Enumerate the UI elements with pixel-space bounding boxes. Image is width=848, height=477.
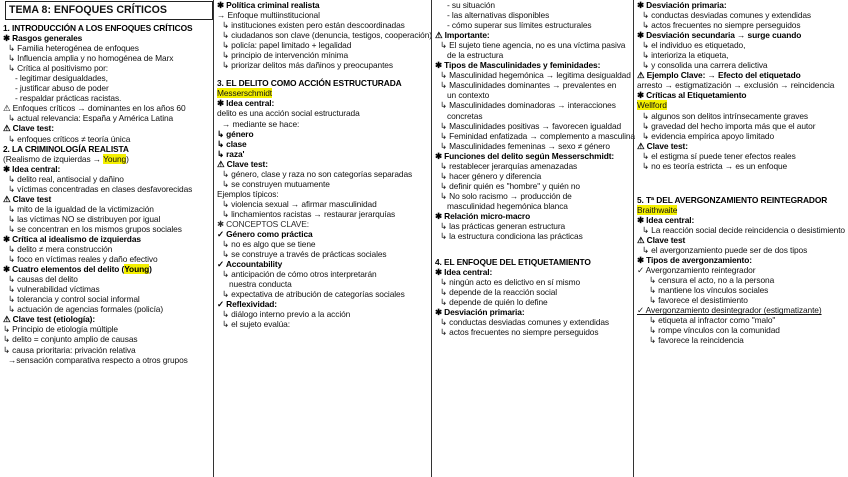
note-text: ↳ restablecer jerarquías amenazadas	[440, 160, 578, 171]
note-line	[435, 20, 636, 30]
note-text: ⚠ Clave test:	[637, 140, 688, 151]
note-line	[435, 0, 636, 10]
note-text: masculinidad hegemónica blanca	[447, 200, 568, 211]
note-line	[435, 221, 636, 231]
note-text: - justificar abuso de poder	[15, 83, 109, 94]
note-text: ↳ se construye a través de prácticas sociales	[222, 249, 387, 260]
note-line	[637, 90, 848, 100]
note-text: ✱ Rasgos generales	[3, 33, 83, 44]
note-line	[3, 83, 215, 93]
note-text: ↳ Crítica al positivismo por:	[8, 63, 108, 74]
note-line	[3, 334, 215, 344]
note-text: ↳ algunos son delitos intrínsecamente graves	[642, 110, 809, 121]
note-line	[637, 335, 848, 345]
note-line	[217, 209, 434, 219]
note-line	[3, 194, 215, 204]
note-text: ✓ Género como práctica	[217, 229, 313, 240]
note-line	[637, 0, 848, 10]
note-text-after: )	[149, 264, 152, 275]
note-line	[637, 305, 848, 315]
note-text: ↳ actos frecuentes no siempre perseguidos	[642, 20, 801, 31]
note-line	[435, 100, 636, 110]
note-line	[217, 189, 434, 199]
column-3-lines	[435, 0, 636, 338]
note-line	[3, 73, 215, 83]
note-line	[435, 171, 636, 181]
note-line	[637, 187, 848, 195]
note-text: (Realismo de izquierdas →	[3, 153, 104, 164]
note-line	[3, 134, 215, 144]
note-line	[217, 0, 434, 10]
note-line	[217, 60, 434, 70]
note-line	[217, 179, 434, 189]
note-text: ✱ Relación micro-macro	[435, 210, 531, 221]
note-line	[3, 93, 215, 103]
note-text: ↳ Familia heterogénea de enfoques	[8, 43, 139, 54]
note-text: ↳ interioriza la etiqueta,	[642, 50, 729, 61]
note-text: ↳ No solo racismo → producción de	[440, 190, 572, 201]
note-text: ↳ hacer género y diferencia	[440, 170, 542, 181]
note-line	[217, 169, 434, 179]
note-line	[637, 30, 848, 40]
note-line	[3, 345, 215, 355]
note-line	[435, 80, 636, 90]
note-line	[637, 60, 848, 70]
note-text: ✱ Funciones del delito según Messerschmidt:	[435, 150, 615, 161]
note-text: ↳ favorece el desistimiento	[649, 295, 748, 306]
note-line	[435, 257, 636, 267]
note-text: ⚠ Clave test (etiología):	[3, 314, 96, 325]
note-text: ↳ Feminidad enfatizada → complemento a masculina	[440, 130, 635, 141]
note-line	[637, 151, 848, 161]
note-line	[217, 20, 434, 30]
note-text: ✱ Tipos de avergonzamiento:	[637, 255, 752, 266]
note-line	[3, 324, 215, 334]
note-line	[637, 325, 848, 335]
note-line	[637, 161, 848, 171]
note-line	[435, 287, 636, 297]
note-line	[3, 154, 215, 164]
column-2-lines	[217, 0, 434, 330]
note-line	[3, 214, 215, 224]
column-4	[633, 0, 848, 477]
note-text: ↳ las víctimas NO se distribuyen por igual	[8, 213, 161, 224]
note-line	[435, 191, 636, 201]
note-line	[3, 355, 215, 365]
note-text: ✱ Idea central:	[3, 163, 61, 174]
note-line	[217, 319, 434, 329]
note-text: ✱ Tipos de Masculinidades y feminidades:	[435, 60, 601, 71]
note-line	[217, 129, 434, 139]
note-line	[3, 123, 215, 133]
note-text: ✱ Idea central:	[435, 267, 493, 278]
note-text: ↳ género, clase y raza no son categorías separadas	[222, 168, 413, 179]
note-text: delito es una acción social estructurada	[217, 108, 360, 119]
note-line	[217, 119, 434, 129]
note-text: ⚠ Enfoques críticos → dominantes en los años 60	[3, 103, 186, 114]
note-text: ↳ rompe vínculos con la comunidad	[649, 325, 780, 336]
note-line	[637, 285, 848, 295]
note-text: ↳ evidencia empírica apoyo limitado	[642, 130, 775, 141]
note-line	[435, 111, 636, 121]
note-line	[637, 80, 848, 90]
note-line	[637, 131, 848, 141]
note-line	[435, 201, 636, 211]
column-1-lines	[3, 23, 215, 365]
note-text: ↳ delito = conjunto amplio de causas	[3, 334, 138, 345]
note-line	[637, 255, 848, 265]
note-line	[435, 50, 636, 60]
note-text: ↳ actuación de agencias formales (policía)	[8, 304, 164, 315]
note-text: ↳ Masculinidades dominantes → prevalentes en	[440, 80, 617, 91]
note-line	[435, 249, 636, 257]
note-line	[3, 113, 215, 123]
note-line	[435, 161, 636, 171]
note-line	[217, 139, 434, 149]
note-text: ↳ se construyen mutuamente	[222, 178, 330, 189]
note-line	[637, 295, 848, 305]
note-text: ⚠ Clave test:	[217, 158, 268, 169]
note-text: ↳ Influencia amplia y no homogénea de Marx	[8, 53, 174, 64]
note-line	[217, 259, 434, 269]
note-text: → Enfoque multiinstitucional	[217, 10, 320, 21]
note-line	[217, 78, 434, 88]
column-2	[213, 0, 434, 477]
note-line	[637, 245, 848, 255]
note-line	[637, 315, 848, 325]
note-line	[435, 121, 636, 131]
note-line	[435, 141, 636, 151]
note-text: ✱ Idea central:	[217, 98, 275, 109]
note-line	[217, 159, 434, 169]
note-text: ✱ Críticas al Etiquetamiento	[637, 90, 747, 101]
highlighted-author: Wellford	[637, 100, 667, 111]
note-line	[3, 33, 215, 43]
note-text: arresto → estigmatización → exclusión → reincidencia	[637, 80, 835, 91]
note-text: ↳ Masculinidad hegemónica → legitima desigualdad	[440, 70, 631, 81]
note-text: ↳ víctimas concentradas en clases desfavorecidas	[8, 183, 193, 194]
note-text: ↳ raza'	[217, 148, 245, 159]
note-text: ↳ ningún acto es delictivo en sí mismo	[440, 277, 581, 288]
note-text: ↳ Masculinidades positivas → favorecen igualdad	[440, 120, 622, 131]
note-text: ✱ CONCEPTOS CLAVE:	[217, 218, 309, 229]
note-text: ⚠ Clave test	[637, 234, 686, 245]
note-line	[217, 70, 434, 78]
note-text: ↳ linchamientos racistas → restaurar jerarquías	[222, 208, 396, 219]
note-line	[3, 274, 215, 284]
column-4-lines	[637, 0, 848, 346]
note-text: ↳ el avergonzamiento puede ser de dos tipos	[642, 245, 808, 256]
note-text: ↳ gravedad del hecho importa más que el autor	[642, 120, 816, 131]
note-text: - su situación	[447, 0, 495, 10]
note-text: ↳ causas del delito	[8, 274, 78, 285]
note-text: concretas	[447, 110, 483, 121]
note-line	[217, 30, 434, 40]
note-text: ↳ vulnerabilidad víctimas	[8, 284, 100, 295]
note-line	[217, 10, 434, 20]
note-text: ↳ no es teoría estricta → es un enfoque	[642, 160, 788, 171]
note-line	[217, 249, 434, 259]
note-line	[637, 275, 848, 285]
note-text: ↳ Masculinidades femeninas → sexo ≠ género	[440, 140, 610, 151]
note-line	[217, 279, 434, 289]
note-text: ↳ se concentran en los mismos grupos sociales	[8, 223, 182, 234]
note-text: 4. EL ENFOQUE DEL ETIQUETAMIENTO	[435, 257, 591, 268]
note-text: ↳ causa prioritaria: privación relativa	[3, 344, 136, 355]
note-text: ↳ actos frecuentes no siempre perseguidos	[440, 327, 599, 338]
note-text: ↳ El sujeto tiene agencia, no es una víctima pasiva	[440, 40, 626, 51]
note-line	[3, 284, 215, 294]
note-line	[637, 40, 848, 50]
note-line	[435, 70, 636, 80]
highlighted-author: Young	[124, 264, 150, 275]
note-text: ✱ Crítica al idealismo de izquierdas	[3, 233, 141, 244]
note-text: ↳ depende de quién lo define	[440, 297, 548, 308]
note-line	[637, 50, 848, 60]
note-line	[3, 53, 215, 63]
note-text: ⚠ Importante:	[435, 30, 490, 41]
note-line	[637, 121, 848, 131]
note-text: ✓ Accountability	[217, 259, 283, 270]
note-line	[637, 205, 848, 215]
note-line	[637, 10, 848, 20]
note-line	[637, 141, 848, 151]
note-line	[3, 43, 215, 53]
note-line	[217, 149, 434, 159]
note-line	[217, 40, 434, 50]
note-line	[217, 108, 434, 118]
note-line	[217, 229, 434, 239]
note-text: ↳ clase	[217, 138, 247, 149]
note-text: ↳ el estigma sí puede tener efectos reales	[642, 150, 796, 161]
note-line	[435, 267, 636, 277]
note-text: ↳ conductas desviadas comunes y extendidas	[642, 10, 812, 21]
note-line	[435, 307, 636, 317]
note-text: ✱ Cuatro elementos del delito (	[3, 264, 125, 275]
note-text: ↳ instituciones existen pero están descoordinadas	[222, 20, 405, 31]
note-text: ↳ Masculinidades dominadoras → interacciones	[440, 100, 616, 111]
note-text: Ejemplos típicos:	[217, 188, 279, 199]
note-text: ↳ principio de intervención mínima	[222, 50, 349, 61]
note-line	[637, 171, 848, 179]
note-line	[637, 215, 848, 225]
column-1	[0, 0, 215, 477]
note-text: ↳ no es algo que se tiene	[222, 239, 316, 250]
note-text: ↳ la estructura condiciona las prácticas	[440, 231, 583, 242]
note-line	[435, 30, 636, 40]
note-line	[435, 297, 636, 307]
note-text: ↳ ciudadanos son clave (denuncia, testigos, cooperación)	[222, 30, 432, 41]
note-line	[3, 314, 215, 324]
note-line	[217, 98, 434, 108]
note-line	[435, 10, 636, 20]
note-text: ↳ mantiene los vínculos sociales	[649, 285, 769, 296]
highlighted-author: Braithwaite	[637, 204, 678, 215]
note-line	[637, 265, 848, 275]
note-text: ✱ Política criminal realista	[217, 0, 320, 10]
note-text: - respaldar prácticas racistas.	[15, 93, 122, 104]
note-line	[217, 239, 434, 249]
note-line	[435, 231, 636, 241]
note-text: ↳ mito de la igualdad de la victimización	[8, 203, 154, 214]
note-line	[3, 23, 215, 33]
note-text: ↳ censura el acto, no a la persona	[649, 275, 775, 286]
note-text: 1. INTRODUCCIÓN A LOS ENFOQUES CRÍTICOS	[3, 23, 193, 33]
note-line	[435, 317, 636, 327]
note-line	[435, 40, 636, 50]
note-text: - legitimar desigualdades,	[15, 73, 108, 84]
note-text: - las alternativas disponibles	[447, 10, 550, 21]
note-line	[435, 327, 636, 337]
note-text: ↳ actual relevancia: España y América Latina	[8, 113, 174, 124]
note-line	[637, 70, 848, 80]
note-line	[217, 219, 434, 229]
note-line	[435, 277, 636, 287]
note-text: ↳ La reacción social decide reincidencia o desistimiento	[642, 224, 845, 235]
note-text: 3. EL DELITO COMO ACCIÓN ESTRUCTURADA	[217, 78, 402, 89]
note-line	[3, 103, 215, 113]
note-text: nuestra conducta	[229, 279, 292, 290]
highlighted-author: Young	[103, 153, 127, 164]
column-3	[431, 0, 636, 477]
note-text: ↳ priorizar delitos más dañinos y preocupantes	[222, 60, 393, 71]
note-text: ↳ expectativa de atribución de categorías sociales	[222, 289, 405, 300]
note-line	[3, 164, 215, 174]
note-text: ↳ depende de la reacción social	[440, 287, 558, 298]
note-text: ↳ definir quién es "hombre" y quién no	[440, 180, 580, 191]
note-line	[435, 181, 636, 191]
note-line	[435, 90, 636, 100]
note-text: ↳ el individuo es etiquetado,	[642, 40, 746, 51]
note-text: ✱ Desviación primaria:	[637, 0, 727, 10]
note-text: ↳ enfoques críticos ≠ teoría única	[8, 133, 131, 144]
note-line	[435, 241, 636, 249]
note-text: ⚠ Ejemplo Clave: → Efecto del etiquetado	[637, 70, 801, 81]
note-text: 2. LA CRIMINOLOGÍA REALISTA	[3, 143, 129, 154]
note-line	[217, 309, 434, 319]
note-text: ✓ Reflexividad:	[217, 299, 277, 310]
note-text: ⚠ Clave test:	[3, 123, 54, 134]
note-text: - cómo superar sus límites estructurales	[447, 20, 592, 31]
note-text: ↳ policía: papel limitado + legalidad	[222, 40, 352, 51]
note-line	[3, 254, 215, 264]
note-text: ↳ anticipación de cómo otros interpretarán	[222, 269, 377, 280]
note-text: ↳ violencia sexual → afirmar masculinidad	[222, 198, 377, 209]
note-text-after: )	[126, 153, 129, 164]
note-text: ✱ Desviación primaria:	[435, 307, 525, 318]
note-line	[435, 60, 636, 70]
note-text: ↳ diálogo interno previo a la acción	[222, 309, 351, 320]
note-line	[217, 289, 434, 299]
note-line	[637, 225, 848, 235]
note-text: ↳ el sujeto evalúa:	[222, 319, 290, 330]
note-line	[3, 204, 215, 214]
note-text: ↳ etiqueta al infractor como "malo"	[649, 315, 776, 326]
note-text: ↳ delito ≠ mera construcción	[8, 244, 113, 255]
note-line	[3, 174, 215, 184]
note-line	[637, 195, 848, 205]
note-text: ↳ conductas desviadas comunes y extendidas	[440, 317, 610, 328]
note-line	[637, 20, 848, 30]
note-line	[3, 63, 215, 73]
note-text: ↳ las prácticas generan estructura	[440, 221, 566, 232]
note-text: ↳ y consolida una carrera delictiva	[642, 60, 768, 71]
note-line	[3, 234, 215, 244]
note-text: ↳ género	[217, 128, 254, 139]
note-line	[217, 199, 434, 209]
note-line	[3, 294, 215, 304]
note-line	[637, 100, 848, 110]
note-line	[3, 144, 215, 154]
note-text: ↳ foco en víctimas reales y daño efectivo	[8, 254, 158, 265]
note-line	[217, 50, 434, 60]
note-text: ✓ Avergonzamiento desintegrador (estigmatizante)	[637, 305, 822, 316]
note-line	[637, 235, 848, 245]
note-line	[217, 269, 434, 279]
note-line	[217, 299, 434, 309]
note-text: → mediante se hace:	[222, 118, 300, 129]
note-text: ✱ Desviación secundaria → surge cuando	[637, 30, 802, 41]
note-line	[435, 131, 636, 141]
note-text: de la estructura	[447, 50, 504, 61]
note-text: ✱ Idea central:	[637, 214, 695, 225]
note-line	[435, 151, 636, 161]
note-text: ✓ Avergonzamiento reintegrador	[637, 265, 756, 276]
note-line	[435, 211, 636, 221]
note-line	[3, 304, 215, 314]
note-line	[3, 184, 215, 194]
note-text: ↳ delito real, antisocial y dañino	[8, 173, 124, 184]
note-line	[637, 179, 848, 187]
note-text: un contexto	[447, 90, 490, 101]
highlighted-author: Messerschmidt	[217, 88, 273, 99]
note-line	[3, 244, 215, 254]
page-title: TEMA 8: ENFOQUES CRÍTICOS	[5, 1, 213, 20]
note-text: ↳ Principio de etiología múltiple	[3, 324, 118, 335]
note-text: ↳ tolerancia y control social informal	[8, 294, 140, 305]
note-line	[3, 224, 215, 234]
note-line	[637, 111, 848, 121]
note-text: 5. Tª DEL AVERGONZAMIENTO REINTEGRADOR	[637, 194, 828, 205]
note-line	[3, 264, 215, 274]
note-line	[217, 88, 434, 98]
note-text: ↳ favorece la reincidencia	[649, 335, 744, 346]
note-text: ⚠ Clave test	[3, 193, 52, 204]
note-text: →sensación comparativa respecto a otros grupos	[8, 354, 188, 365]
